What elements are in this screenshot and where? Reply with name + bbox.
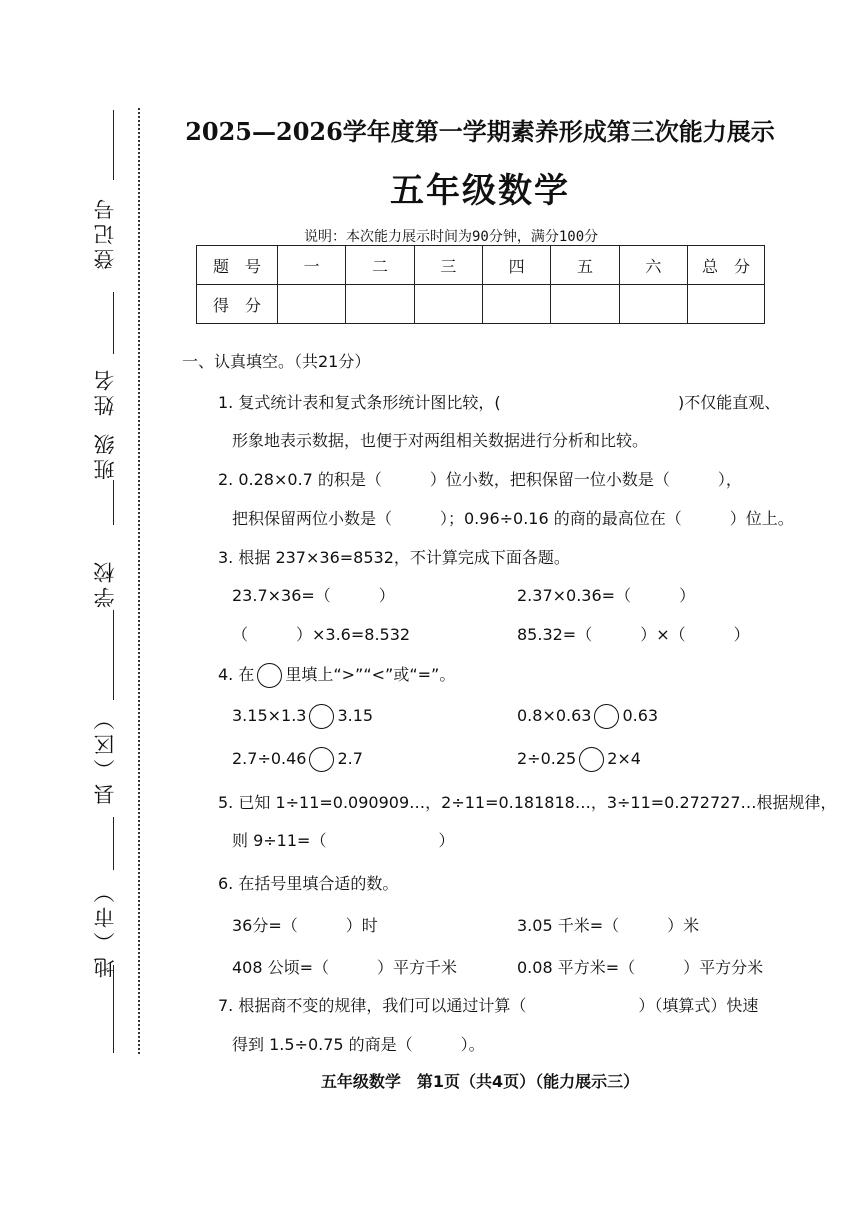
name-blank xyxy=(113,292,114,354)
question-3-line-1: 3. 根据 237×36=8532，不计算完成下面各题。 xyxy=(218,548,570,567)
question-2-line-2: 把积保留两位小数是（ ）；0.96÷0.16 的商的最高位在（ ）位上。 xyxy=(232,509,794,528)
score-table xyxy=(196,245,765,324)
exam-instruction: 说明：本次能力展示时间为90分钟，满分100分 xyxy=(304,229,599,245)
score-input-cell[interactable] xyxy=(619,285,687,324)
question-1-text-a: 1. 复式统计表和复式条形统计图比较，( xyxy=(218,393,501,412)
score-cell-header: 四 xyxy=(482,246,550,285)
question-4-text-a: 4. 在 xyxy=(218,665,255,684)
school-blank xyxy=(113,610,114,700)
city-label: 地（市） xyxy=(93,878,117,978)
question-6-item-c: 408 公顷=（ ）平方千米 xyxy=(232,958,458,977)
question-4-item-c xyxy=(232,747,363,772)
question-1-text-c: 形象地表示数据，也便于对两组相关数据进行分析和比较。 xyxy=(232,431,649,450)
question-4-line-1 xyxy=(218,662,455,688)
city-blank xyxy=(113,965,114,1053)
question-7-line-1: 7. 根据商不变的规律，我们可以通过计算（ ）（填算式）快速 xyxy=(218,996,759,1015)
question-1-text-b: )不仅能直观、 xyxy=(678,393,781,412)
compare-right: 3.15 xyxy=(337,706,374,725)
score-table-score-row xyxy=(197,285,765,324)
registration-label: 登记号 xyxy=(93,195,117,270)
compare-right: 2.7 xyxy=(337,749,363,768)
answer-circle[interactable] xyxy=(309,704,334,729)
score-input-cell[interactable] xyxy=(551,285,619,324)
score-cell-header: 二 xyxy=(346,246,414,285)
score-input-cell[interactable] xyxy=(346,285,414,324)
question-4-text-b: 里填上“>”“<”或“=”。 xyxy=(285,665,456,684)
county-blank xyxy=(113,817,114,870)
answer-circle xyxy=(257,663,282,688)
compare-left: 2÷0.25 xyxy=(517,749,577,768)
question-3-item-d: 85.32=（ ）×（ ） xyxy=(517,625,750,644)
question-6-item-a: 36分=（ ）时 xyxy=(232,916,378,935)
question-5-line-1: 5. 已知 1÷11=0.090909…，2÷11=0.181818…，3÷11=0.272727…根据规律， xyxy=(218,793,837,812)
county-label: 县（区） xyxy=(93,705,117,805)
score-cell-header: 五 xyxy=(551,246,619,285)
class-blank xyxy=(113,480,114,525)
score-table-header-row xyxy=(197,246,765,285)
compare-left: 3.15×1.3 xyxy=(232,706,307,725)
score-input-cell[interactable] xyxy=(278,285,346,324)
answer-circle[interactable] xyxy=(594,704,619,729)
question-2-line-1: 2. 0.28×0.7 的积是（ ）位小数，把积保留一位小数是（ ）， xyxy=(218,470,742,489)
question-6-item-b: 3.05 千米=（ ）米 xyxy=(517,916,700,935)
compare-right: 0.63 xyxy=(622,706,659,725)
compare-right: 2×4 xyxy=(607,749,641,768)
question-7-line-2: 得到 1.5÷0.75 的商是（ ）。 xyxy=(232,1035,485,1054)
question-6-item-d: 0.08 平方米=（ ）平方分米 xyxy=(517,958,764,977)
compare-left: 2.7÷0.46 xyxy=(232,749,307,768)
school-label: 学校 xyxy=(93,558,117,608)
answer-circle[interactable] xyxy=(579,747,604,772)
score-cell-label: 得 分 xyxy=(197,285,278,324)
question-3-item-b: 2.37×0.36=（ ） xyxy=(517,586,696,605)
score-cell-label: 题 号 xyxy=(197,246,278,285)
score-input-cell[interactable] xyxy=(688,285,765,324)
question-3-item-c: （ ）×3.6=8.532 xyxy=(232,625,411,644)
question-5-line-2: 则 9÷11=（ ） xyxy=(232,831,455,850)
score-cell-header: 六 xyxy=(619,246,687,285)
binding-dotted-line xyxy=(138,108,140,1054)
class-label: 班级 xyxy=(93,430,117,480)
question-4-item-d xyxy=(517,747,641,772)
question-6-line-1: 6. 在括号里填合适的数。 xyxy=(218,874,399,893)
page-footer: 五年级数学 第1页（共4页）（能力展示三） xyxy=(320,1072,640,1091)
score-cell-total: 总 分 xyxy=(688,246,765,285)
score-cell-header: 一 xyxy=(278,246,346,285)
score-input-cell[interactable] xyxy=(414,285,482,324)
question-4-item-b xyxy=(517,704,658,729)
answer-circle[interactable] xyxy=(309,747,334,772)
score-input-cell[interactable] xyxy=(482,285,550,324)
question-4-item-a xyxy=(232,704,373,729)
subject-title: 五年级数学 xyxy=(390,171,570,211)
compare-left: 0.8×0.63 xyxy=(517,706,592,725)
exam-title: 2025—2026学年度第一学期素养形成第三次能力展示 xyxy=(185,117,775,146)
score-cell-header: 三 xyxy=(414,246,482,285)
section-heading: 一、认真填空。（共21分） xyxy=(182,352,371,371)
question-3-item-a: 23.7×36=（ ） xyxy=(232,586,395,605)
name-label: 姓名 xyxy=(93,366,117,416)
